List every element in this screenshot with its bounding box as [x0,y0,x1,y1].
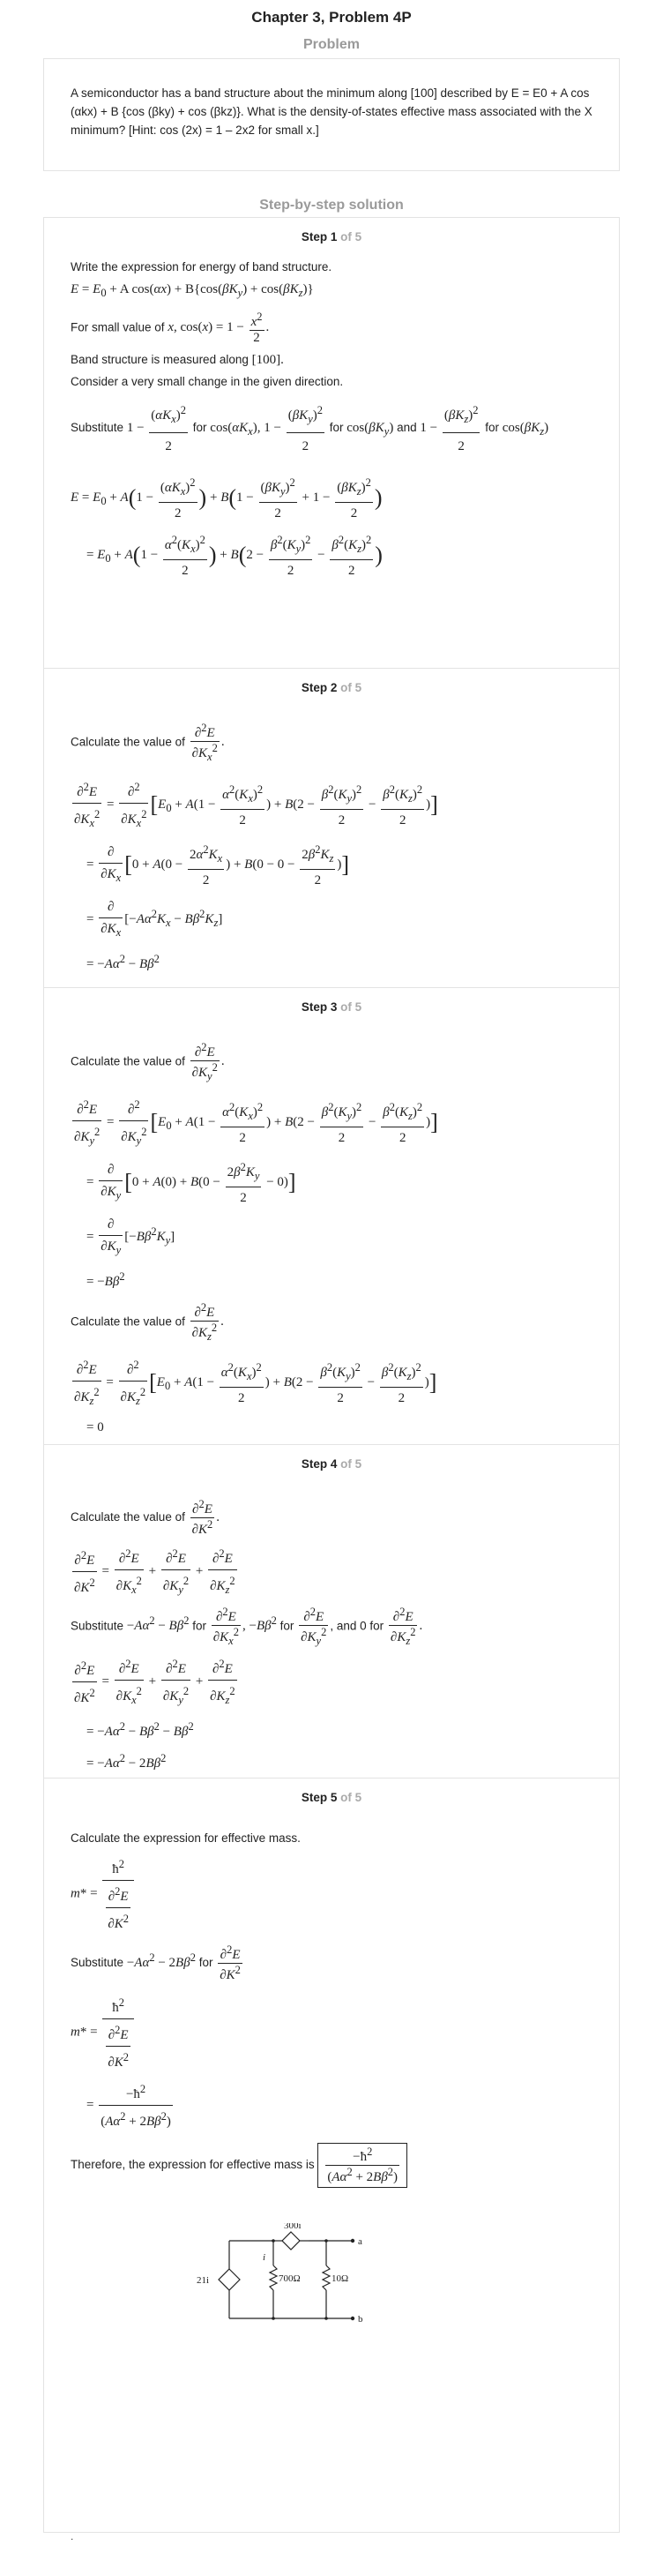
r2-label: 10Ω [332,2273,349,2284]
step-4-eq-4: = $-A\alpha^2 - 2B\beta^2$ [86,1752,167,1771]
step-1-eq-energy: $E = E_0 + A$ $\cos(\alpha x) + B\{\cos(\beta K_y) + \cos(\beta K_z)\}$ [71,282,314,299]
step-4-eq-2: $\frac{\partial^2E}{\partial K^2}$ = $\frac{\partial^2E}{\partial K_x^2}$ + $\frac{\partial^2E}{\partial K_y^2}$ + $\frac{\partial^2E}{\partial K_z^2}$ [71,1653,592,1711]
step-1-text-2: For small value of x, cos(x) = 1 − $\frac{x^2}{2}$ . [71,311,270,345]
step-1-text-4: Consider a very small change in the given direction. [71,375,344,388]
step-4-text-1: Calculate the value of $\frac{\partial^2E}{\partial K^2}$ . [71,1498,220,1537]
current-label: i [263,2252,266,2263]
step-3-eq-6: = 0 [86,1420,104,1434]
dep-source-label: 300i [284,2223,302,2231]
step-3-eq-1: $\frac{\partial^2E}{\partial K_y^2}$ = $\frac{\partial^2}{\partial K_y^2}$ [$E_0 + A(1$ − $\frac{\alpha^2(K_x)^2}{2}$ ) + B(2 − $\frac{\beta^2(K_y)^2}{2}$ − $\frac{\beta^2(K_z)^2}{2}$ )] [71,1094,592,1151]
step-2 [43,669,620,988]
dep-source-diamond [282,2232,300,2250]
node-b-label: b [358,2314,363,2325]
step-1 [43,217,620,669]
step-3-header: Step 3 of 5 [301,1000,362,1014]
step-3-eq-5: $\frac{\partial^2E}{\partial K_z^2}$ = $\frac{\partial^2}{\partial K_z^2}$ [$E_0 + A(1$ − $\frac{\alpha^2(K_x)^2}{2}$ ) + B(2 − $\frac{\beta^2(K_y)^2}{2}$ − $\frac{\beta^2(K_z)^2}{2}$ )] [71,1354,592,1412]
step-2-header: Step 2 of 5 [301,681,362,694]
step-5-header: Step 5 of 5 [301,1791,362,1804]
step-2-eq-4: = $-A\alpha^2 - B\beta^2$ [86,953,160,971]
solution-heading: Step-by-step solution [259,198,404,213]
step-4-header: Step 4 of 5 [301,1457,362,1471]
node-a-label: a [358,2236,362,2247]
step-1-eq-sub: $E = E_0 + A(1$ − $\frac{(\alpha K_x)^2}{2}$ ) + B(1 − $\frac{(\beta K_y)^2}{2}$ + 1 − $\frac{(\beta K_z)^2}{2}$ ) [71,472,592,524]
r1-label: 700Ω [279,2273,301,2284]
step-5-eq-3: = $\frac{-ħ^2}{(A\alpha^2 + 2B\beta^2)}$ [71,2078,592,2132]
step-2-eq-3: = $\frac{\partial}{\partial K_x}$ $[-A\alpha^2K_x - B\beta^2K_z]$ [71,896,592,943]
step-3-eq-3: = $\frac{\partial}{\partial K_y}$ $[-B\beta^2K_y]$ [71,1214,592,1261]
step-2-eq-1: $\frac{\partial^2E}{\partial K_x^2}$ = $\frac{\partial^2}{\partial K_x^2}$ [$E_0 + A(1$ − $\frac{\alpha^2(K_x)^2}{2}$ ) + B(2 − $\frac{\beta^2(K_y)^2}{2}$ − $\frac{\beta^2(K_z)^2}{2}$ )] [71,776,592,834]
page-title: Chapter 3, Problem 4P [251,9,412,26]
step-3-eq-4: = $-B\beta^2$ [86,1270,125,1289]
problem-box [43,58,620,171]
circuit-diagram [194,2223,370,2327]
step-4-text-2: Substitute $-A\alpha^2 - B\beta^2$ for $\frac{\partial^2E}{\partial K_x^2}$ , $-B\beta^2$ for $\frac{\partial^2E}{\partial K_y^2}$ , and 0 for $\frac{\partial^2E}{\partial K_z^2}$ . [71,1606,423,1647]
step-3-text-2: Calculate the value of $\frac{\partial^2E}{\partial K_z^2}$ . [71,1301,224,1343]
step-4-eq-1: $\frac{\partial^2E}{\partial K^2}$ = $\frac{\partial^2E}{\partial K_x^2}$ + $\frac{\partial^2E}{\partial K_y^2}$ + $\frac{\partial^2E}{\partial K_z^2}$ [71,1543,592,1600]
step-4 [43,1445,620,1778]
step-5-text-1: Calculate the expression for effective mass. [71,1831,301,1845]
step-3-text-1: Calculate the value of $\frac{\partial^2E}{\partial K_y^2}$ . [71,1041,225,1082]
resistor-10 [323,2265,330,2290]
step-1-text-5: Substitute 1 − $\frac{(\alpha K_x)^2}{2}$ for $\cos(\alpha K_x)$, 1 − $\frac{(\beta K_y)^2}{2}$ for $\cos(\beta K_y)$ and 1 − $\frac{(\beta K_z)^2}{2}$ for $\cos(\beta K_z)$ [71,397,592,460]
footer-dot: . [71,2530,74,2542]
step-5-eq-1: m* = $\frac{ħ^2}{\frac{\partial^2E}{\partial K^2}}$ [71,1853,592,1935]
resistor-700 [270,2265,277,2290]
problem-text: A semiconductor has a band structure about the minimum along [100] described by E = E0 + A cos (αkx) + B {cos (βky) + cos (βkz)}. What is the density-of-states effective mass associated with the X minimum? [Hint: cos (2x) = 1 – 2x2 for small x.] [71,86,592,137]
step-5 [43,1778,620,2542]
step-1-eq-sub2: = $E_0 + A(1$ − $\frac{\alpha^2(K_x)^2}{2}$ ) + B(2 − $\frac{\beta^2(K_y)^2}{2}$ − $\frac{\beta^2(K_z)^2}{2}$ ) [71,529,592,581]
step-5-text-3: Therefore, the expression for effective mass is $\frac{-ħ^2}{(A\alpha^2 + 2B\beta^2)}$ [71,2143,592,2188]
step-3 [43,988,620,1445]
step-5-eq-2: m* = $\frac{ħ^2}{\frac{\partial^2E}{\partial K^2}}$ [71,1992,592,2073]
step-2-eq-2: = $\frac{\partial}{\partial K_x}$ [0 + A(0 − $\frac{2\alpha^2K_x}{2}$ ) + B(0 − 0 − $\frac{2\beta^2K_z}{2}$ )] [71,839,592,891]
problem-heading: Problem [302,37,360,52]
step-3-eq-2: = $\frac{\partial}{\partial K_y}$ [0 + A(0) + B(0 − $\frac{2\beta^2K_y}{2}$ − 0)] [71,1157,592,1209]
source-diamond [219,2269,240,2290]
step-5-text-2: Substitute $-A\alpha^2 - 2B\beta^2$ for $\frac{\partial^2E}{\partial K^2}$ [71,1943,241,1982]
step-1-text-1: Write the expression for energy of band structure. [71,260,332,273]
source-label: 21i [197,2275,210,2286]
step-1-header: Step 1 of 5 [301,230,362,243]
step-1-text-3: Band structure is measured along [100]. [71,353,284,367]
step-4-eq-3: = $-A\alpha^2 - B\beta^2 - B\beta^2$ [86,1720,194,1739]
step-2-text-1: Calculate the value of $\frac{\partial^2E}{\partial K_x^2}$ . [71,722,225,763]
